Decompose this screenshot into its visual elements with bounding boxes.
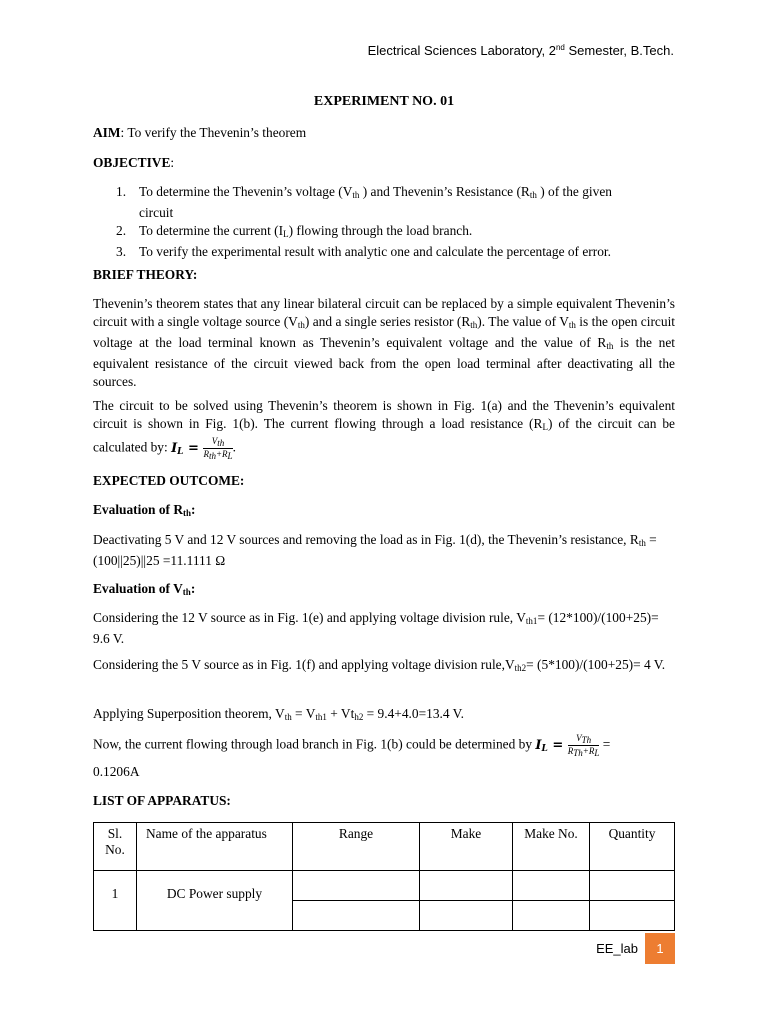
rth-paragraph: Deactivating 5 V and 12 V sources and removing the load as in Fig. 1(d), the Thevenin’s resistance, $R_{th} = (100||25)||25 =11.1111$ Ω <box>93 532 657 568</box>
apparatus-heading: LIST OF APPARATUS: <box>93 793 231 808</box>
header-text-end: Semester, B.Tech. <box>564 43 674 58</box>
column-header: Quantity <box>590 823 675 871</box>
column-header: Make <box>420 823 513 871</box>
footer-lab-label: EE_lab <box>596 941 638 956</box>
formula-fraction-2: $\frac{V_{Th}}{R_{Th}+R_L}$ <box>567 733 600 758</box>
rth-heading: Evaluation of $R_{th}$: <box>93 502 196 518</box>
load-current-formula-2: $I_L$ = <box>535 737 568 754</box>
column-header: Name of the apparatus <box>137 823 293 871</box>
apparatus-table <box>93 822 675 931</box>
aim-label: AIM <box>93 125 121 140</box>
theory-paragraph-2: The circuit to be solved using Thevenin’s theorem is shown in Fig. 1(a) and the Thevenin’s equivalent circuit is shown in Fig. 1(b). The current flowing through a load resistance $(R_L)$ of the circuit can be calculated by: $I_L$ = $\frac{V_{th}}{R_{th}+R_L}$ . <box>93 398 675 461</box>
page-header <box>368 43 674 58</box>
table-cell-sl: 1 <box>94 871 137 931</box>
vth-heading: Evaluation of $V_{th}$: <box>93 581 196 597</box>
objective-item: 1. To determine the Thevenin’s voltage ($V_{th}$ ) and Thevenin’s Resistance ($R_{th}$ ) of the given circuit <box>116 184 612 220</box>
table-cell <box>513 871 590 901</box>
objective-heading: OBJECTIVE: <box>93 155 175 170</box>
aim-line <box>93 124 306 142</box>
expected-outcome-heading: EXPECTED OUTCOME: <box>93 473 245 488</box>
vth2-paragraph: Considering the 5 V source as in Fig. 1(f) and applying voltage division $rule,V_{th2}= (5*100)/(100+25)= 4$ V. <box>93 657 666 673</box>
load-current-paragraph: Now, the current flowing through load branch in Fig. 1(b) could be determined by $I_L$ = $\frac{V_{Th}}{R_{Th}+R_L}$ = <box>93 733 611 758</box>
vth1-paragraph: Considering the 12 V source as in Fig. 1(e) and applying voltage division rule, $V_{th1}= (12*100)/(100+25)= 9.6$ V. <box>93 610 659 646</box>
table-cell-name: DC Power supply <box>137 871 293 931</box>
column-header: Sl. No. <box>94 823 137 871</box>
table-cell <box>293 901 420 931</box>
superposition-paragraph: Applying Superposition theorem, $V_{th} = V_{th1} + Vt_{h2} = 9.4+4.0=13.4$ V. <box>93 706 464 722</box>
aim-text: : To verify the Thevenin’s theorem <box>120 125 307 140</box>
experiment-title: EXPERIMENT NO. 01 <box>313 94 455 109</box>
table-cell <box>590 871 675 901</box>
header-text: Electrical Sciences Laboratory, 2 <box>367 43 556 58</box>
header-sup: nd <box>555 43 565 52</box>
theory-paragraph-1: Thevenin’s theorem states that any linear bilateral circuit can be replaced by a simple equivalent Thevenin’s circuit with a single voltage source $(V_{th})$ and a single series resistor $(R_{th})$. The value of $V_{th}$ is the open circuit voltage at the load terminal known as Thevenin’s equivalent voltage and the value of $R_{th}$ is the net equivalent resistance of the circuit viewed back from the open load terminal after deactivating all the sources. <box>93 296 676 389</box>
formula-fraction: $\frac{V_{th}}{R_{th}+R_L}$ <box>203 436 233 461</box>
objective-item: 3. To verify the experimental result with analytic one and calculate the percentage of error. <box>116 244 611 259</box>
table-cell <box>420 901 513 931</box>
column-header: Make No. <box>513 823 590 871</box>
page-number: 1 <box>645 933 675 964</box>
table-header-row <box>94 823 675 871</box>
objective-list <box>93 183 675 261</box>
table-cell <box>590 901 675 931</box>
brief-theory-heading: BRIEF THEORY: <box>93 267 198 282</box>
table-cell <box>293 871 420 901</box>
table-row <box>94 871 675 901</box>
load-current-formula: $I_L$ = <box>171 440 204 457</box>
load-current-result: 0.1206A <box>93 764 140 779</box>
objective-item: 2. To determine the current $(I_L)$ flowing through the load branch. <box>116 223 473 239</box>
column-header: Range <box>293 823 420 871</box>
table-cell <box>420 871 513 901</box>
table-cell <box>513 901 590 931</box>
